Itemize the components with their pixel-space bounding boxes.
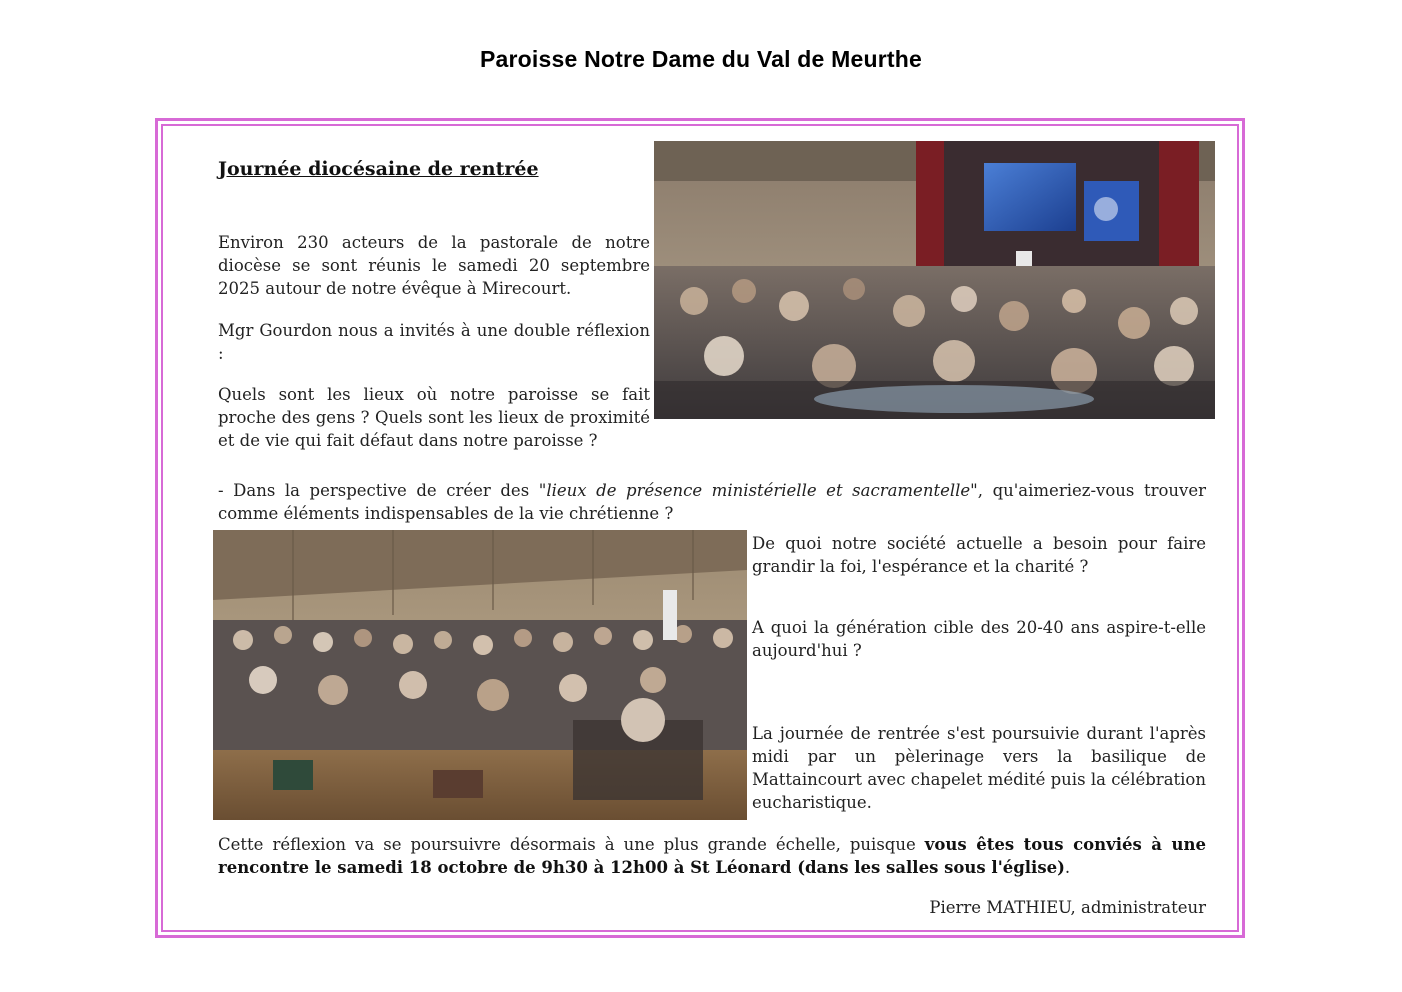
article-heading: Journée diocésaine de rentrée (218, 158, 539, 180)
paragraph-question-1: Quels sont les lieux où notre paroisse se fait proche des gens ? Quels sont les lieux de proximité et de vie qui fait défaut dans notre paroisse ? (218, 385, 650, 450)
paragraph-question-2: - Dans la perspective de créer des "lieux de présence ministérielle et sacramentelle", qu'aimeriez-vous trouver comme éléments indispensables de la vie chrétienne ? (218, 481, 1206, 523)
paragraph-invitation: Cette réflexion va se poursuivre désormais à une plus grande échelle, puisque vous êtes tous conviés à une rencontre le samedi 18 octobre de 9h30 à 12h00 à St Léonard (dans les salles sous l'église). (218, 835, 1207, 877)
paragraph-intro: Environ 230 acteurs de la pastorale de notre diocèse se sont réunis le samedi 20 septembre 2025 autour de notre évêque à Mirecourt. (218, 233, 650, 298)
paragraph-question-3: De quoi notre société actuelle a besoin pour faire grandir la foi, l'espérance et la charité ? (752, 534, 1206, 576)
assembly-hall-image (213, 530, 747, 820)
signature: Pierre MATHIEU, administrateur (929, 898, 1206, 917)
paragraph-afternoon: La journée de rentrée s'est poursuivie durant l'après midi par un pèlerinage vers la basilique de Mattaincourt avec chapelet médité puis la célébration eucharistique. (752, 724, 1206, 812)
page-title: Paroisse Notre Dame du Val de Meurthe (480, 46, 922, 72)
conference-hall-image (654, 141, 1215, 419)
paragraph-question-4: A quoi la génération cible des 20-40 ans aspire-t-elle aujourd'hui ? (752, 618, 1206, 660)
conference-hall-photo (654, 141, 1215, 419)
assembly-hall-photo (213, 530, 747, 820)
paragraph-reflection: Mgr Gourdon nous a invités à une double réflexion : (218, 321, 650, 363)
